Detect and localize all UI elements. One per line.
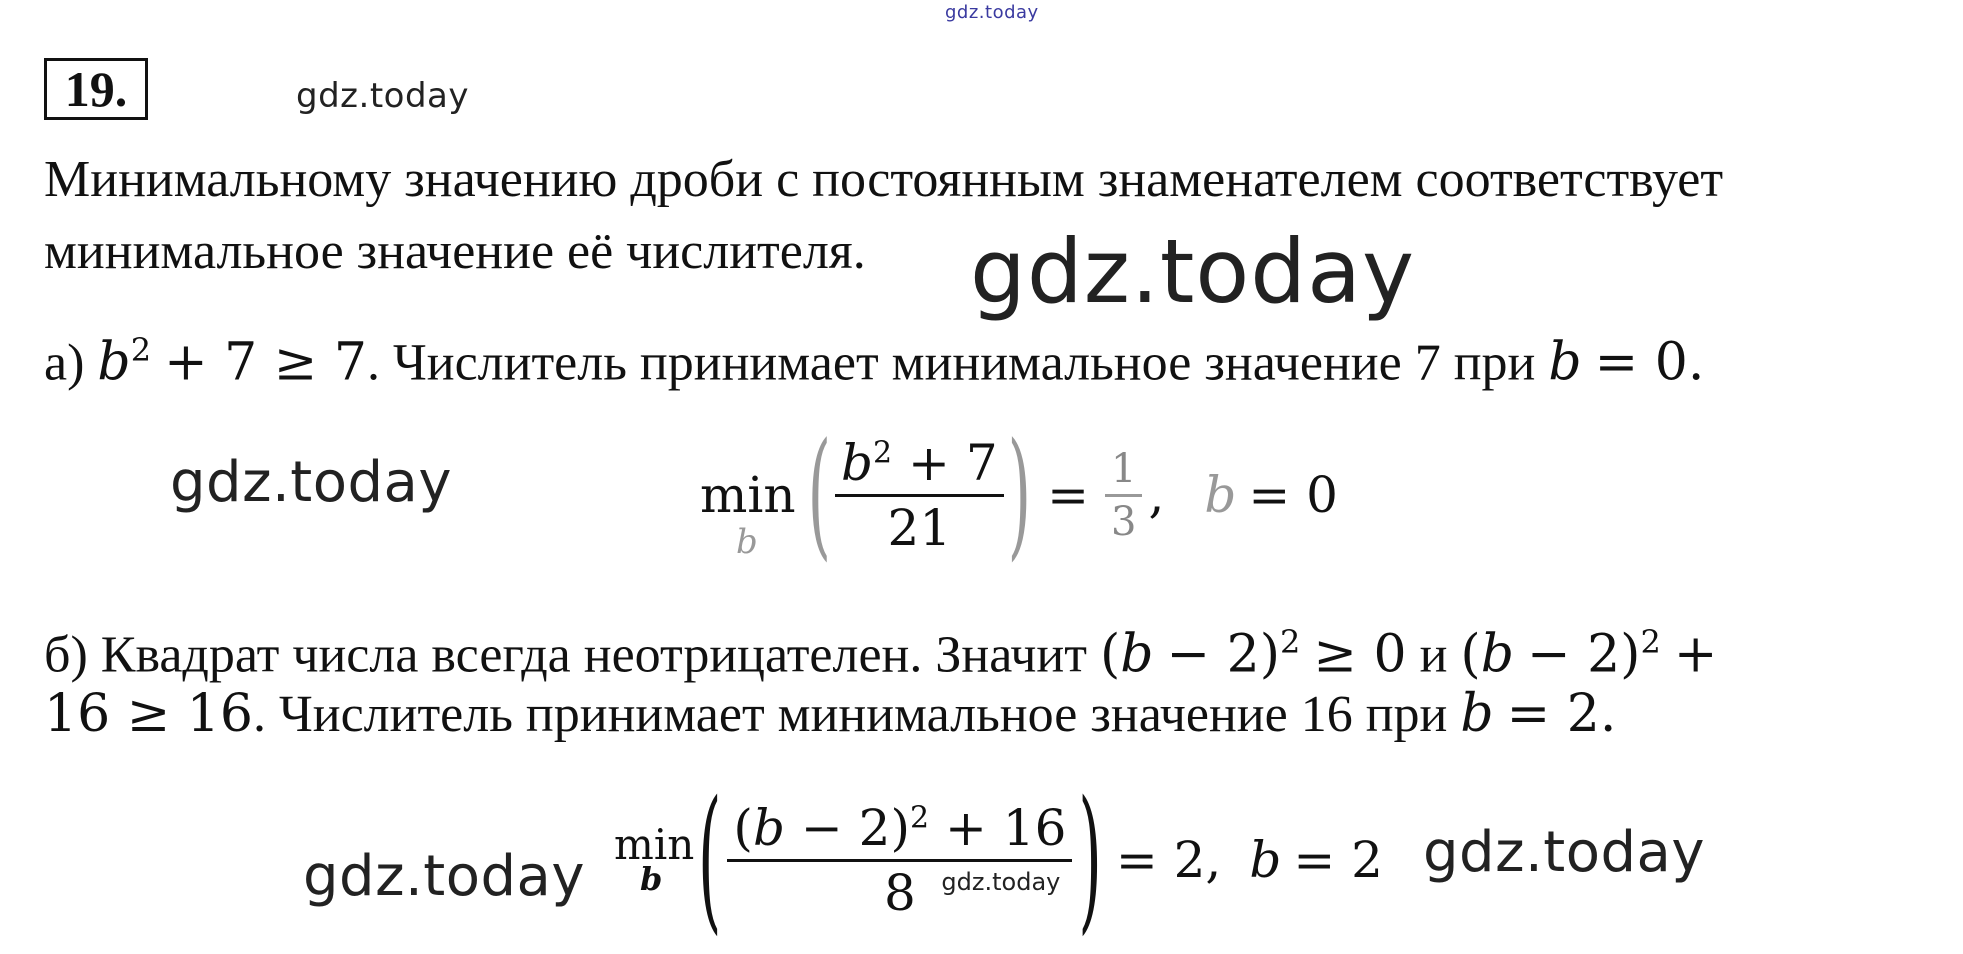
part-a-formula: min b ( $\frac{b^2 + 7}{21}$ ) = $\frac{1}{3}$ , b = 0 xyxy=(700,414,1338,576)
part-a-equals: = xyxy=(1047,466,1089,524)
part-b-formula-cond-var: b xyxy=(1249,831,1282,889)
part-b-label: б) xyxy=(44,626,88,684)
part-b-expr1-rest: − 2) xyxy=(1166,624,1281,685)
part-b-cond-rest: = 2. xyxy=(1506,684,1617,744)
watermark-left-mid: gdz.today xyxy=(170,450,453,515)
part-a-exponent: 2 xyxy=(130,331,152,369)
part-b-min-sub: b xyxy=(640,860,663,898)
intro-line-1: Минимальному значению дроби с постоянным знаменателем соответствует xyxy=(44,151,1724,208)
part-b-cond-var: b xyxy=(1460,684,1494,744)
part-b-expr1-var: b xyxy=(1120,624,1154,685)
part-a-fraction: $\frac{b^2 + 7}{21}$ xyxy=(835,434,1004,557)
part-a-result: $\frac{1}{3}$ xyxy=(1105,446,1142,545)
part-a-ineq-var: b xyxy=(97,332,131,393)
part-a-line xyxy=(44,320,1704,393)
part-b-expr2-open: ( xyxy=(1460,624,1481,685)
part-b-num-rest: − 2) xyxy=(800,798,910,857)
part-b-formula: min b ( $(b - 2)^2 + 16$ 8 gdz.today ) = 2, b = 2 xyxy=(614,769,1383,951)
intro-line-2: минимальное значение её числителя. xyxy=(44,223,866,280)
watermark-large: gdz.today xyxy=(970,220,1416,323)
part-a-cond-rest: = 0. xyxy=(1594,332,1705,393)
part-b-denominator: 8 xyxy=(884,863,916,922)
part-b-line-1: б) Квадрат числа всегда неотрицателен. Значит $(b - 2)^2 \ge 0$ и $(b - 2)^2$ + xyxy=(44,623,1718,685)
part-b-expr2-var: b xyxy=(1480,624,1514,685)
part-b-formula-cond-rest: = 2 xyxy=(1293,831,1383,889)
part-a-denominator: 21 xyxy=(887,498,952,557)
part-b-result: = 2, xyxy=(1115,831,1222,889)
part-b-num-var: b xyxy=(752,798,785,857)
part-b-num-tail: + 16 xyxy=(944,798,1067,857)
part-b-line2-start: 16 ≥ 16 xyxy=(44,684,253,744)
part-a-formula-cond-rest: = 0 xyxy=(1248,466,1338,524)
part-a-formula-cond-var: b xyxy=(1204,466,1237,524)
watermark-top: gdz.today xyxy=(296,76,469,116)
part-a-num-var: b xyxy=(841,433,874,492)
part-a-num-rest: + 7 xyxy=(908,433,998,492)
part-b-expr2-tail: + xyxy=(1673,624,1718,685)
part-b-text-1: Квадрат числа всегда неотрицателен. Значит xyxy=(100,626,1087,684)
part-b-expr1-tail: ≥ 0 xyxy=(1313,624,1407,685)
part-b-open-paren: ( xyxy=(698,769,722,951)
part-a-cond-var: b xyxy=(1548,332,1582,393)
part-a-min: min b xyxy=(700,466,796,562)
watermark-bottom-small: gdz.today xyxy=(941,867,1061,896)
part-b-expr2-rest: − 2) xyxy=(1527,624,1641,685)
part-b-text-2: . Числитель принимает минимальное значение 16 при xyxy=(252,686,1448,743)
part-a-close-paren: ) xyxy=(1007,414,1032,576)
watermark-bottom-right: gdz.today xyxy=(1423,820,1706,885)
header-watermark: gdz.today xyxy=(945,2,1039,23)
part-a-min-sub: b xyxy=(736,522,758,562)
part-a-label: а) xyxy=(44,334,85,392)
part-b-expr1-open: ( xyxy=(1099,624,1121,685)
watermark-bottom-left: gdz.today xyxy=(303,844,586,909)
part-b-line-2 xyxy=(44,684,1616,745)
part-a-ineq-rest: + 7 ≥ 7 xyxy=(164,332,367,393)
part-a-open-paren: ( xyxy=(807,414,832,576)
part-a-text: . Числитель принимает минимальное значение 7 при xyxy=(366,334,1536,392)
part-b-fraction: $(b - 2)^2 + 16$ 8 gdz.today xyxy=(727,799,1072,922)
part-b-close-paren: ) xyxy=(1078,769,1102,951)
part-b-conj: и xyxy=(1419,626,1448,684)
problem-number: 19. xyxy=(44,58,148,120)
